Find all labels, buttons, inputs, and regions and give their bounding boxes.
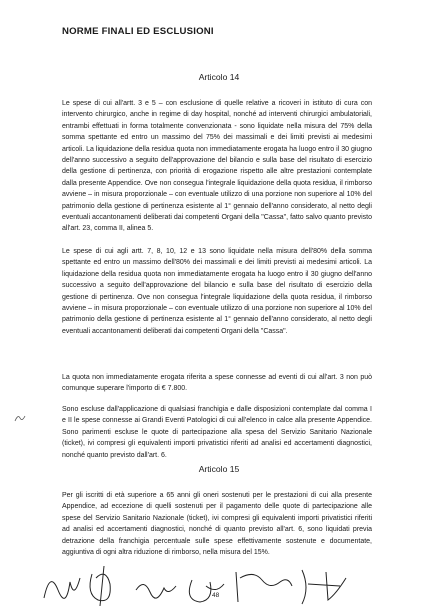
signature-5 (236, 572, 292, 602)
signature-2 (90, 566, 110, 606)
article-14-paragraph-2: Le spese di cui agli artt. 7, 8, 10, 12 e 13 sono liquidate nella misura dell'80% della somma spettante ed entro un massimo dell'80% dei massimali e dei limiti previsti ai medesimi articoli. La liquidazione della residua quota non immediatamente erogata ha luogo entro il 30 giugno dell'anno successivo a seguito dell'approvazione del bilancio e sulla base del risultato di esercizio della gestione di pertinenza. Ove non consegua l'integrale liquidazione della quota residua, il rimborso avviene – in misura proporzionale – con eventuale utilizzo di una porzione non superiore al 10% del patrimonio della gestione di pertinenza esistente al 1° gennaio dell'anno considerato, al netto degli eventuali accantonamenti deliberati dai competenti Organi della "Cassa". (62, 248, 372, 335)
signature-3 (136, 584, 176, 598)
article-15-paragraph-1: Per gli iscritti di età superiore a 65 anni gli oneri sostenuti per le prestazioni di cui alla presente Appendice, ad eccezione di quelli sostenuti per il pagamento delle quote di partecipazione alle spese del Servizio Sanitario Nazionale (ticket), ivi compresi gli equivalenti importi privatistici riferiti ad analisi ed accertamenti diagnostici, nonché di quanto previsto all'art. 6, sono liquidati previa detrazione della franchigia percentuale sulle spese effettivamente sostenute e documentate, aggiuntiva di ogni altra riduzione di rimborso, nella misura del 15%. (62, 492, 372, 557)
signature-1 (44, 578, 80, 598)
article-15-title: Articolo 15 (198, 464, 240, 474)
signatures (40, 560, 370, 608)
page-number: 48 (212, 592, 220, 599)
section-heading: NORME FINALI ED ESCLUSIONI (62, 26, 214, 37)
margin-mark (14, 410, 26, 420)
article-14-paragraph-3: La quota non immediatamente erogata riferita a spese connesse ad eventi di cui all'art. 3 non può comunque superare l'importo di € 7.800. (62, 374, 372, 393)
article-14-paragraph-1: Le spese di cui all'artt. 3 e 5 – con esclusione di quelle relative a ricoveri in istituto di cura con intervento chirurgico, anche in regime di day hospital, nonché ad interventi chirurgici ambulatoriali, entrambi effettuati in forma totalmente convenzionata - sono liquidate nella misura del 75% della somma spettante ed entro un massimo del 75% dei massimali e dei limiti previsti ai medesimi articoli. La liquidazione della residua quota non immediatamente erogata ha luogo entro il 30 giugno dell'anno successivo a seguito dell'approvazione del bilancio e sulla base del risultato di esercizio della gestione di pertinenza, con priorità di erogazione rispetto alle altre prestazioni contemplate dalla presente Appendice. Ove non consegua l'integrale liquidazione della quota residua, il rimborso avviene – in misura proporzionale – con eventuale utilizzo di una porzione non superiore al 10% del patrimonio della gestione di pertinenza esistente al 1° gennaio dell'anno considerato, al netto degli eventuali accantonamenti deliberati dai competenti Organi della "Cassa", fatto salvo quanto previsto all'art. 23, comma II, alinea 5. (62, 100, 372, 233)
signature-6 (302, 570, 346, 604)
article-14-title: Articolo 14 (198, 72, 240, 82)
article-14-paragraph-4: Sono escluse dall'applicazione di qualsiasi franchigia e dalle disposizioni contemplate dal comma I e II le spese connesse ai Grandi Eventi Patologici di cui all'elenco in calce alla presente Appendice. Sono parimenti escluse le quote di partecipazione alla spesa del Servizio Sanitario Nazionale (ticket), ivi compresi gli equivalenti importi privatistici riferiti ad analisi ed accertamenti diagnostici, nonché quanto previsto dall'art. 6. (62, 406, 372, 459)
